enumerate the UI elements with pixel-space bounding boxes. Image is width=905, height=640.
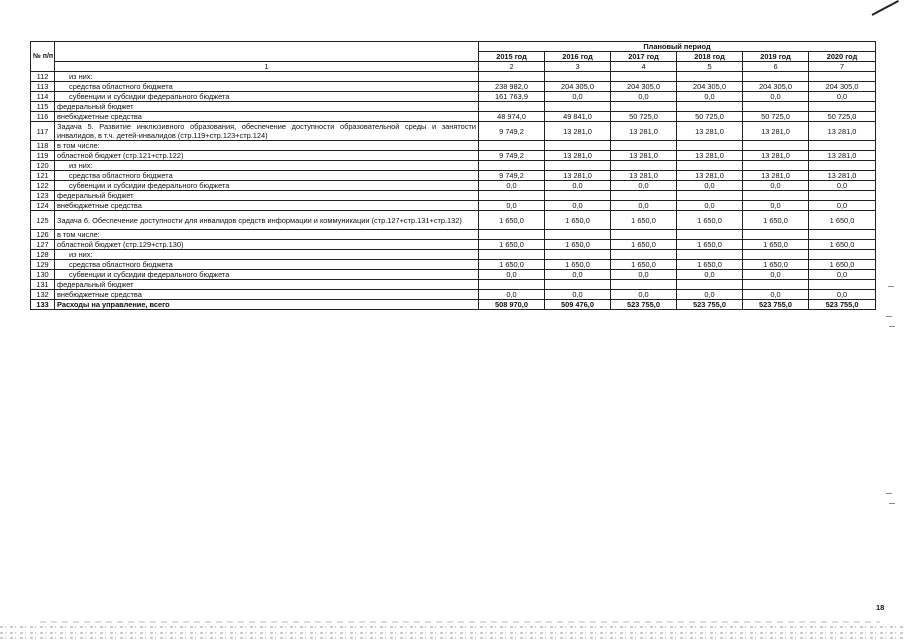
value-cell: 0,0	[611, 201, 677, 211]
value-cell: 9 749,2	[479, 122, 545, 141]
value-cell	[611, 102, 677, 112]
table-row	[31, 280, 876, 290]
value-cell	[809, 102, 876, 112]
value-cell: 1 650,0	[809, 240, 876, 250]
value-cell: 13 281,0	[611, 122, 677, 141]
row-number: 117	[31, 122, 55, 141]
scan-mark	[888, 286, 894, 287]
value-cell: 204 305,0	[611, 82, 677, 92]
value-cell: 13 281,0	[677, 151, 743, 161]
value-cell	[545, 250, 611, 260]
value-cell	[677, 230, 743, 240]
row-label: средства областного бюджета	[55, 82, 479, 92]
value-cell	[611, 230, 677, 240]
value-cell: 0,0	[611, 92, 677, 102]
row-number: 128	[31, 250, 55, 260]
value-cell: 204 305,0	[743, 82, 809, 92]
value-cell	[545, 72, 611, 82]
value-cell	[545, 102, 611, 112]
pen-mark	[872, 0, 899, 16]
table-row	[31, 151, 876, 161]
value-cell	[677, 191, 743, 201]
value-cell	[809, 72, 876, 82]
row-label: в том числе:	[55, 230, 479, 240]
table-row	[31, 72, 876, 82]
value-cell	[743, 230, 809, 240]
table-row	[31, 181, 876, 191]
value-cell: 9 749,2	[479, 171, 545, 181]
row-number: 115	[31, 102, 55, 112]
value-cell: 238 982,0	[479, 82, 545, 92]
row-label: субвенции и субсидии федерального бюджета	[55, 92, 479, 102]
value-cell: 1 650,0	[545, 211, 611, 230]
column-number: 5	[677, 62, 743, 72]
table-row	[31, 250, 876, 260]
table-row	[31, 211, 876, 230]
value-cell: 13 281,0	[545, 171, 611, 181]
value-cell: 1 650,0	[743, 211, 809, 230]
value-cell: 0,0	[611, 181, 677, 191]
value-cell	[743, 161, 809, 171]
value-cell: 50 725,0	[677, 112, 743, 122]
value-cell: 0,0	[743, 290, 809, 300]
value-cell: 0,0	[479, 270, 545, 280]
value-cell: 0,0	[809, 181, 876, 191]
row-label: внебюджетные средства	[55, 201, 479, 211]
table-row	[31, 112, 876, 122]
value-cell	[545, 161, 611, 171]
num-header: № п/п	[31, 42, 55, 72]
value-cell: 0,0	[809, 290, 876, 300]
value-cell: 1 650,0	[743, 240, 809, 250]
value-cell: 204 305,0	[677, 82, 743, 92]
row-label: из них:	[55, 250, 479, 260]
value-cell	[743, 250, 809, 260]
value-cell: 0,0	[677, 290, 743, 300]
row-number: 114	[31, 92, 55, 102]
year-header: 2020 год	[809, 52, 876, 62]
row-number: 131	[31, 280, 55, 290]
value-cell: 523 755,0	[743, 300, 809, 310]
table-row	[31, 161, 876, 171]
value-cell: 523 755,0	[677, 300, 743, 310]
name-header	[55, 42, 479, 62]
value-cell	[809, 161, 876, 171]
column-number: 3	[545, 62, 611, 72]
row-number: 112	[31, 72, 55, 82]
value-cell	[479, 230, 545, 240]
value-cell	[743, 72, 809, 82]
table-row	[31, 260, 876, 270]
table-row	[31, 270, 876, 280]
value-cell	[743, 141, 809, 151]
value-cell: 1 650,0	[809, 260, 876, 270]
value-cell	[479, 141, 545, 151]
row-label: средства областного бюджета	[55, 171, 479, 181]
table-row	[31, 171, 876, 181]
scan-mark	[886, 493, 892, 494]
table-row	[31, 201, 876, 211]
value-cell: 161 763,9	[479, 92, 545, 102]
value-cell: 9 749,2	[479, 151, 545, 161]
value-cell: 0,0	[809, 201, 876, 211]
value-cell: 13 281,0	[611, 151, 677, 161]
column-number: 6	[743, 62, 809, 72]
value-cell: 0,0	[479, 201, 545, 211]
value-cell	[677, 161, 743, 171]
value-cell	[677, 280, 743, 290]
row-number: 122	[31, 181, 55, 191]
scan-mark	[889, 503, 895, 504]
value-cell: 0,0	[743, 201, 809, 211]
table-row	[31, 82, 876, 92]
year-header: 2018 год	[677, 52, 743, 62]
value-cell	[743, 102, 809, 112]
value-cell: 1 650,0	[611, 211, 677, 230]
page-number: 18	[876, 603, 885, 612]
row-label: субвенции и субсидии федерального бюджета	[55, 270, 479, 280]
value-cell: 13 281,0	[545, 151, 611, 161]
scan-noise	[0, 615, 905, 640]
value-cell: 0,0	[545, 270, 611, 280]
year-header: 2015 год	[479, 52, 545, 62]
column-number: 4	[611, 62, 677, 72]
value-cell: 0,0	[611, 270, 677, 280]
value-cell: 204 305,0	[545, 82, 611, 92]
value-cell	[545, 280, 611, 290]
value-cell: 523 755,0	[611, 300, 677, 310]
column-number: 2	[479, 62, 545, 72]
row-label: федеральный бюджет	[55, 102, 479, 112]
row-number: 123	[31, 191, 55, 201]
year-header: 2019 год	[743, 52, 809, 62]
value-cell: 0,0	[743, 181, 809, 191]
row-label: областной бюджет (стр.129+стр.130)	[55, 240, 479, 250]
header-row-period	[31, 42, 876, 52]
value-cell: 0,0	[677, 201, 743, 211]
value-cell: 0,0	[545, 181, 611, 191]
row-label: федеральный бюджет	[55, 191, 479, 201]
value-cell	[809, 141, 876, 151]
row-label: субвенции и субсидии федерального бюджета	[55, 181, 479, 191]
value-cell: 0,0	[545, 201, 611, 211]
value-cell: 13 281,0	[809, 171, 876, 181]
scan-mark	[886, 316, 892, 317]
budget-table	[30, 41, 876, 310]
value-cell: 13 281,0	[809, 151, 876, 161]
year-header: 2017 год	[611, 52, 677, 62]
value-cell	[611, 191, 677, 201]
value-cell	[611, 141, 677, 151]
value-cell: 0,0	[677, 181, 743, 191]
row-number: 126	[31, 230, 55, 240]
value-cell: 1 650,0	[743, 260, 809, 270]
value-cell: 13 281,0	[545, 122, 611, 141]
value-cell	[611, 250, 677, 260]
value-cell	[479, 72, 545, 82]
value-cell: 13 281,0	[611, 171, 677, 181]
value-cell: 0,0	[809, 92, 876, 102]
table-body	[31, 72, 876, 310]
value-cell	[611, 280, 677, 290]
row-label: из них:	[55, 161, 479, 171]
value-cell: 1 650,0	[479, 240, 545, 250]
value-cell	[677, 141, 743, 151]
value-cell: 0,0	[677, 92, 743, 102]
value-cell	[479, 102, 545, 112]
row-label: федеральный бюджет	[55, 280, 479, 290]
table-row	[31, 122, 876, 141]
table-row	[31, 300, 876, 310]
value-cell	[677, 250, 743, 260]
value-cell: 50 725,0	[743, 112, 809, 122]
header-row-col-numbers	[31, 62, 876, 72]
row-label: в том числе:	[55, 141, 479, 151]
value-cell: 0,0	[479, 290, 545, 300]
value-cell	[809, 230, 876, 240]
value-cell: 50 725,0	[809, 112, 876, 122]
value-cell	[545, 230, 611, 240]
value-cell: 13 281,0	[743, 171, 809, 181]
planned-period-header: Плановый период	[479, 42, 876, 52]
row-label: из них:	[55, 72, 479, 82]
value-cell: 0,0	[545, 290, 611, 300]
value-cell: 0,0	[677, 270, 743, 280]
value-cell: 13 281,0	[677, 122, 743, 141]
value-cell: 1 650,0	[545, 240, 611, 250]
value-cell: 1 650,0	[809, 211, 876, 230]
value-cell	[809, 250, 876, 260]
value-cell	[677, 72, 743, 82]
row-number: 133	[31, 300, 55, 310]
row-number: 132	[31, 290, 55, 300]
value-cell: 49 841,0	[545, 112, 611, 122]
value-cell	[479, 250, 545, 260]
value-cell: 0,0	[611, 290, 677, 300]
row-label: Задача 5. Развитие инклюзивного образования, обеспечение доступности образовательной среды и занятости инвалидов, в т.ч. детей-инвалидов (стр.119+стр.123+стр.124)	[55, 122, 479, 141]
value-cell: 1 650,0	[677, 211, 743, 230]
table-row	[31, 141, 876, 151]
value-cell	[611, 161, 677, 171]
row-number: 125	[31, 211, 55, 230]
table-row	[31, 230, 876, 240]
value-cell	[479, 191, 545, 201]
value-cell: 509 476,0	[545, 300, 611, 310]
value-cell	[479, 280, 545, 290]
value-cell: 13 281,0	[743, 122, 809, 141]
value-cell: 1 650,0	[677, 240, 743, 250]
value-cell: 1 650,0	[479, 260, 545, 270]
table-row	[31, 290, 876, 300]
row-label: Расходы на управление, всего	[55, 300, 479, 310]
value-cell: 0,0	[479, 181, 545, 191]
table-row	[31, 191, 876, 201]
value-cell	[545, 141, 611, 151]
value-cell: 13 281,0	[809, 122, 876, 141]
value-cell: 1 650,0	[545, 260, 611, 270]
value-cell	[545, 191, 611, 201]
value-cell: 0,0	[809, 270, 876, 280]
row-number: 129	[31, 260, 55, 270]
value-cell: 1 650,0	[677, 260, 743, 270]
value-cell: 1 650,0	[611, 240, 677, 250]
year-header: 2016 год	[545, 52, 611, 62]
value-cell: 204 305,0	[809, 82, 876, 92]
row-number: 124	[31, 201, 55, 211]
value-cell	[611, 72, 677, 82]
row-number: 127	[31, 240, 55, 250]
value-cell	[743, 280, 809, 290]
value-cell	[479, 161, 545, 171]
table-row	[31, 92, 876, 102]
value-cell: 508 970,0	[479, 300, 545, 310]
row-number: 116	[31, 112, 55, 122]
row-number: 121	[31, 171, 55, 181]
row-number: 120	[31, 161, 55, 171]
value-cell	[809, 280, 876, 290]
column-number: 1	[55, 62, 479, 72]
value-cell: 50 725,0	[611, 112, 677, 122]
value-cell: 0,0	[743, 92, 809, 102]
row-number: 113	[31, 82, 55, 92]
value-cell: 523 755,0	[809, 300, 876, 310]
value-cell	[743, 191, 809, 201]
table-row	[31, 102, 876, 112]
value-cell	[809, 191, 876, 201]
value-cell: 48 974,0	[479, 112, 545, 122]
value-cell	[677, 102, 743, 112]
value-cell: 13 281,0	[677, 171, 743, 181]
row-number: 130	[31, 270, 55, 280]
row-label: средства областного бюджета	[55, 260, 479, 270]
row-number: 118	[31, 141, 55, 151]
scan-mark	[889, 326, 895, 327]
value-cell: 1 650,0	[479, 211, 545, 230]
value-cell: 13 281,0	[743, 151, 809, 161]
value-cell: 0,0	[545, 92, 611, 102]
row-label: областной бюджет (стр.121+стр.122)	[55, 151, 479, 161]
row-label: Задача 6. Обеспечение доступности для инвалидов средств информации и коммуникации (стр.127+стр.131+стр.132)	[55, 211, 479, 230]
row-label: внебюджетные средства	[55, 112, 479, 122]
table-row	[31, 240, 876, 250]
row-number: 119	[31, 151, 55, 161]
value-cell: 1 650,0	[611, 260, 677, 270]
row-label: внебюджетные средства	[55, 290, 479, 300]
value-cell: 0,0	[743, 270, 809, 280]
column-number: 7	[809, 62, 876, 72]
